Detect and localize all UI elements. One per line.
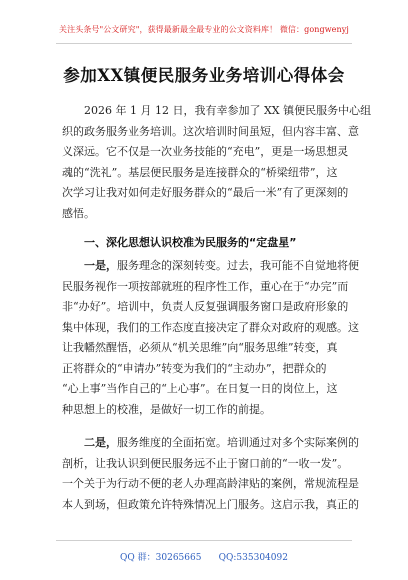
section-heading: 一、深化思想认识校准为民服务的“定盘星” <box>84 236 297 249</box>
paragraph-line: 让我幡然醒悟，必须从“机关思维”向“服务思维”转变，真 <box>62 341 338 354</box>
intro-line: 2026 年 1 月 12 日，我有幸参加了 XX 镇便民服务中心组 <box>84 104 372 117</box>
paragraph-text: 服务维度的全面拓宽。培训通过对多个实际案例的 <box>117 436 359 449</box>
footer-qq-group: QQ 群：30265665 <box>120 553 202 563</box>
footer-qq-contact: QQ:535304092 <box>218 553 288 563</box>
paragraph-line: 剖析，让我认识到便民服务远不止于窗口前的“一收一发”。 <box>62 456 349 470</box>
intro-paragraph <box>62 101 372 224</box>
intro-line: 义深远。它不仅是一次业务技能的“充电”，更是一场思想灵 <box>62 145 349 158</box>
intro-line: 次学习让我对如何走好服务群众的“最后一米”有了更深刻的 <box>62 186 349 199</box>
paragraph-line: “心上事”当作自己的“上心事”。在日复一日的岗位上，这 <box>62 382 338 395</box>
paragraph-text: 服务理念的深刻转变。过去，我可能不自觉地将便 <box>117 259 359 272</box>
paragraph-line: 种思想上的校准，是做好一切工作的前提。 <box>62 402 271 416</box>
intro-line: 魂的“洗礼”。基层便民服务是连接群众的“桥梁纽带”，这 <box>62 165 338 179</box>
paragraph-label: 二是， <box>84 436 117 449</box>
paragraph-line <box>62 433 359 454</box>
paragraph-line: 非“办好”。培训中，负责人反复强调服务窗口是政府形象的 <box>62 300 349 313</box>
paragraph-line: 本人到场，但政策允许特殊情况上门服务。这启示我，真正的 <box>62 497 359 511</box>
header-divider <box>56 43 352 44</box>
intro-line: 感悟。 <box>62 206 95 220</box>
paragraph-line: 集中体现，我们的工作态度直接决定了群众对政府的观感。这 <box>62 320 359 334</box>
paragraph-line <box>62 256 359 277</box>
paragraph-line: 正将群众的“申请办”转变为我们的“主动办”，把群众的 <box>62 361 327 375</box>
paragraph-two <box>62 433 359 515</box>
footer-divider <box>56 540 352 541</box>
paragraph-line: 一个关于为行动不便的老人办理高龄津贴的案例，常规流程是 <box>62 477 359 490</box>
paragraph-one <box>62 256 359 420</box>
intro-line: 织的政务服务业务培训。这次培训时间虽短，但内容丰富、意 <box>62 124 359 138</box>
header-banner: 关注头条号"公文研究"，获得最新最全最专业的公文资料库！ 微信：gongwenyj <box>59 25 349 34</box>
footer <box>0 550 408 563</box>
paragraph-line: 民服务视作一项按部就班的程序性工作，重心在于“办完”而 <box>62 279 349 293</box>
document-title: 参加XX镇便民服务业务培训心得体会 <box>63 66 345 85</box>
paragraph-label: 一是， <box>84 259 117 272</box>
